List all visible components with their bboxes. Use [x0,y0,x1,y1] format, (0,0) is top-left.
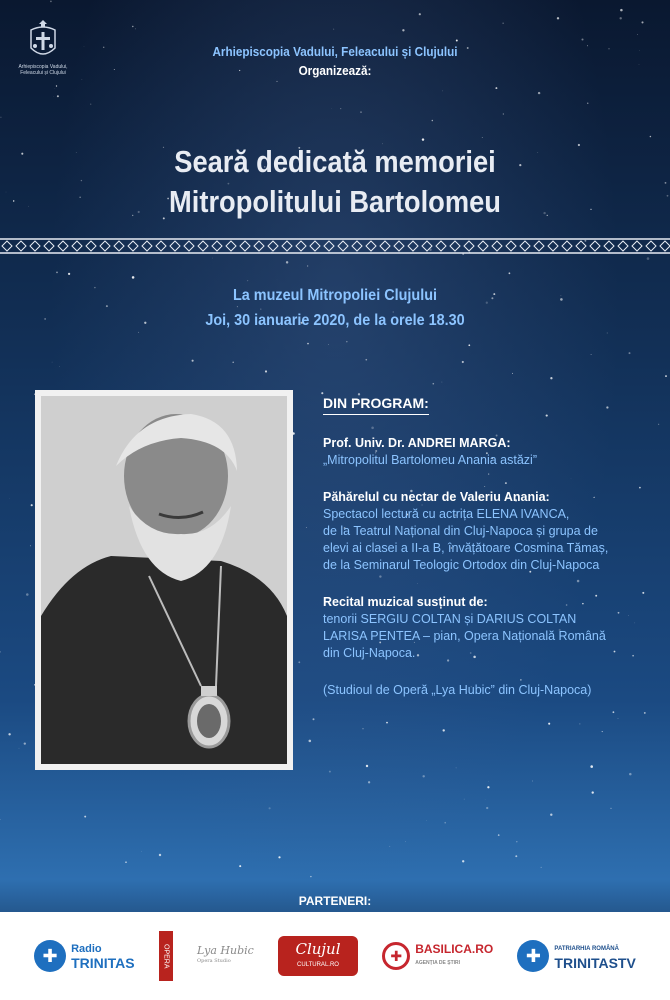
star [0,117,1,118]
star [512,373,513,374]
program-item-3-title: Recital muzical susținut de: [323,595,488,609]
ornament-diamond [324,241,334,251]
star [443,729,445,731]
star [82,79,83,80]
star [125,861,127,863]
ornament-diamond [618,241,628,251]
ornament-diamond [408,241,418,251]
star [647,257,650,260]
star [321,392,323,394]
organizer-line-2: Organizează: [298,63,372,78]
partner-basilica [382,942,493,970]
star [0,651,1,652]
ornament-diamond [436,241,446,251]
ornament-diamond [422,241,432,251]
star [402,29,404,31]
star [503,113,504,114]
star [610,808,611,809]
trinitas-tv-icon: ✚ [517,940,549,972]
opera-logo-text: OPERA [162,943,170,969]
ornament-diamond [352,241,362,251]
radio-trinitas-big: TRINITAS [71,955,135,971]
star [307,343,309,345]
star [650,136,652,138]
star [620,17,622,19]
star [360,111,362,113]
partner-opera [159,931,173,981]
ornament-diamond [394,241,404,251]
star [591,354,592,355]
star [498,834,500,836]
star [433,383,435,385]
partner-radio-trinitas [34,940,135,972]
ornament-diamond [184,241,194,251]
ornament-diamond [254,241,264,251]
star [54,96,55,97]
ornament-diamond [30,241,40,251]
ornament-diamond [646,241,656,251]
star [442,91,443,92]
partner-clujul-cultural [278,936,358,976]
program-item-2-line-2: de la Teatrul Național din Cluj-Napoca și grupa de [323,524,598,538]
ornament-diamond [660,241,670,251]
ornament-diamond [72,241,82,251]
star [340,108,341,109]
ornament-diamond [282,241,292,251]
star [442,382,443,383]
star [306,527,307,528]
star [432,120,434,122]
star [486,807,488,809]
star [613,711,615,713]
basilica-sub: AGENȚIA DE ȘTIRI [415,960,461,966]
star [639,50,640,51]
star [462,860,464,862]
star [0,819,1,820]
lya-hubic-name: Lya Hubic [197,944,254,957]
star [495,87,497,89]
star [464,799,465,800]
star [212,258,213,259]
ornament-diamond [380,241,390,251]
star [462,361,464,363]
star [21,153,23,155]
star [331,108,332,109]
ornament-diamond [170,241,180,251]
star [641,21,643,23]
organizer-line-1: Arhiepiscopia Vadului, Feleacului și Clujului [212,44,458,59]
ornament-diamond [562,241,572,251]
star [629,352,631,354]
star [24,742,26,744]
star [313,718,315,720]
star [456,768,457,769]
star [482,137,483,138]
star [307,266,308,267]
star [68,273,70,275]
ornament-diamond [212,241,222,251]
star [346,341,348,343]
star [503,23,504,24]
lya-hubic-sub: Opera Studio [197,958,231,964]
star [28,206,29,207]
trinitas-tv-small: PATRIARHIA ROMÂNĂ [554,946,619,952]
basilica-name: BASILICA.RO [415,942,494,956]
star [579,723,580,724]
star [310,876,311,877]
star [602,731,603,732]
crest-caption-line-1: Arhiepiscopia Vadului, [18,64,68,70]
ornament-diamond [310,241,320,251]
ornament-diamond [520,241,530,251]
ornament-diamond [2,241,12,251]
star [468,344,470,346]
ornament-diamond [86,241,96,251]
ornament-diamond [492,241,502,251]
star [362,728,363,729]
star [620,9,623,12]
star [141,851,142,852]
star [590,765,593,768]
star [50,1,52,3]
ornament-diamond [604,241,614,251]
date-time-line: Joi, 30 ianuarie 2020, de la orele 18.30 [205,312,465,329]
star [84,816,86,818]
partner-lya-hubic [197,945,254,967]
star [132,276,135,279]
ornament-diamond [632,241,642,251]
venue-line: La muzeul Mitropoliei Clujului [232,287,437,304]
star [629,773,632,776]
ornament-diamond [296,241,306,251]
star [265,370,267,372]
star [333,29,334,30]
star [488,781,489,782]
event-title-line-2: Mitropolitului Bartolomeu [169,184,501,219]
star [13,200,14,201]
program-item-3-line-3: din Cluj-Napoca. [323,646,416,660]
star [637,34,638,35]
star [59,366,60,367]
star [366,765,368,767]
star [516,841,517,842]
star [239,865,241,867]
star [587,103,588,104]
ornament-diamond [590,241,600,251]
star [550,814,552,816]
ornament-diamond [114,241,124,251]
ornament-diamond [548,241,558,251]
star [386,722,388,724]
star [456,40,458,42]
star [26,593,29,596]
program-heading: DIN PROGRAM: [323,395,429,415]
star [368,781,370,783]
ornament-diamond [450,241,460,251]
star [309,740,312,743]
ornament-diamond [576,241,586,251]
ornament-diamond [128,241,138,251]
clujul-sub: CULTURAL.RO [297,962,339,968]
ornament-diamond [464,241,474,251]
star [541,867,542,868]
star [532,781,533,782]
ornament-diamond [506,241,516,251]
program-item-2-line-3: elevi ai clasei a II-a B, învățătoare Cosmina Tămaș, [323,541,609,555]
star [90,104,91,105]
portrait-photo-frame [35,390,293,770]
star [665,375,667,377]
star [19,748,20,749]
star [286,261,288,263]
ornament-diamond [268,241,278,251]
crest-caption-line-2: Feleacului și Clujului [20,70,66,76]
program-item-1-title: Prof. Univ. Dr. ANDREI MARGA: [323,436,511,450]
star [581,38,583,40]
star [487,786,489,788]
star [298,661,300,663]
star [30,545,31,546]
star [8,733,10,735]
star [667,195,669,197]
star [278,856,280,858]
star [538,92,540,94]
star [557,17,559,19]
program-item-3-note: (Studioul de Operă „Lya Hubic” din Cluj-Napoca) [323,683,592,697]
trinitas-tv-big: TRINITASTV [554,955,636,971]
star [52,362,53,363]
star [247,280,248,281]
event-title-line-1: Seară dedicată memoriei [174,144,496,179]
star [444,822,446,824]
star [658,424,659,425]
ornament-diamond [58,241,68,251]
star [618,718,619,719]
star [132,26,133,27]
program-item-1-line: „Mitropolitul Bartolomeu Anania astăzi” [323,453,537,467]
star [365,359,367,361]
star [192,360,194,362]
star [135,29,136,30]
ornament-diamond [44,241,54,251]
opera-logo [159,931,173,981]
radio-trinitas-icon: ✚ [34,940,66,972]
clujul-name: Clujul [295,940,341,958]
basilica-icon: ✚ [382,942,410,970]
star [515,855,517,857]
star [419,13,421,15]
program-item-2-line-4: de la Seminarul Teologic Ortodox din Cluj-Napoca [323,558,600,572]
star [422,138,424,140]
star [81,180,82,181]
ornament-diamond [100,241,110,251]
star [389,846,390,847]
radio-trinitas-small: Radio [71,943,102,955]
star [31,504,33,506]
ornament-diamond [478,241,488,251]
star [592,791,594,793]
star [422,775,424,777]
star [548,723,550,725]
ornament-diamond [240,241,250,251]
star [159,854,161,856]
ornament-diamond [366,241,376,251]
partners-band [0,912,670,1000]
star [509,272,511,274]
star [665,182,667,184]
star [232,361,234,363]
star [644,712,646,714]
ornamental-border [0,237,670,255]
ornament-diamond [156,241,166,251]
portrait-illustration [41,396,287,764]
star [607,332,608,333]
ornament-diamond [338,241,348,251]
portrait-photo [41,396,287,764]
program-item-2-line-1: Spectacol lectură cu actrița ELENA IVANCA, [323,507,570,521]
star [405,841,406,842]
star [329,771,331,773]
star [269,807,271,809]
ornament-diamond [226,241,236,251]
star [639,64,640,65]
clujul-cultural-logo [278,936,358,976]
star [57,95,59,97]
program-item-2-title: Păhărelul cu nectar de Valeriu Anania: [323,490,550,504]
ornament-diamond [142,241,152,251]
star [328,344,329,345]
program-item-3-line-2: LARISA PENTEA – pian, Opera Națională Română [323,629,606,643]
partners-title: PARTENERI: [298,894,372,908]
star [550,377,552,379]
program-section [323,395,653,699]
star [277,81,278,82]
star [56,272,58,274]
ornament-diamond [198,241,208,251]
partner-trinitas-tv [517,940,635,972]
ornament-diamond [16,241,26,251]
ornament-diamond [534,241,544,251]
program-item-3-line-1: tenorii SERGIU COLTAN și DARIUS COLTAN [323,612,577,626]
